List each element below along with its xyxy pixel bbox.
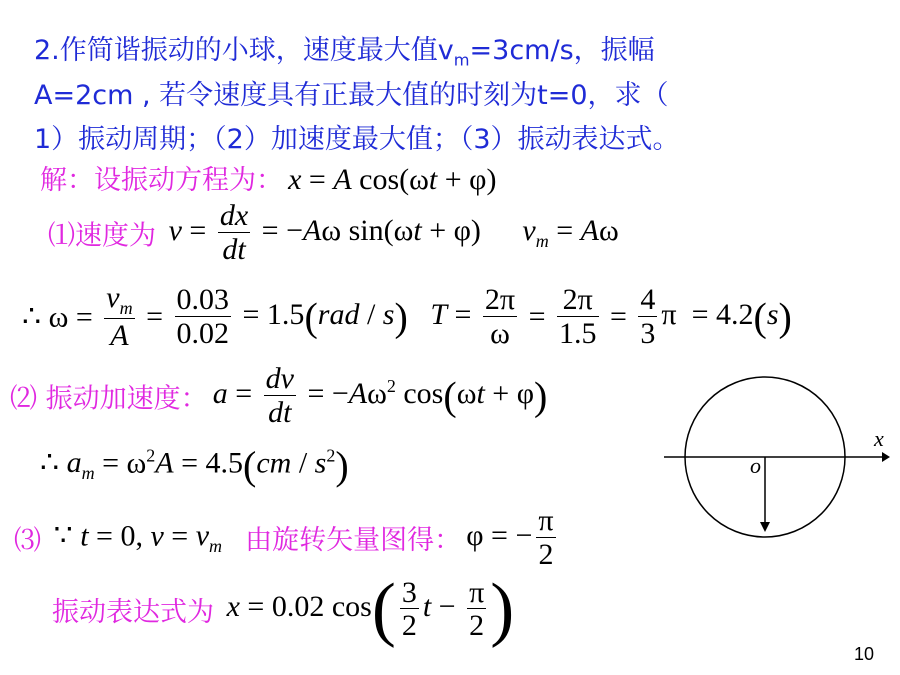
vector-arrowhead — [760, 522, 770, 532]
step2-label: ⑵ 振动加速度： — [10, 383, 208, 415]
final-equation: x = 0.02 cos( $\frac{3}{2}$ t − $\frac{\pi}{2}$ ) — [226, 569, 515, 649]
problem-line-2: A=2cm , 若令速度具有正最大值的时刻为t=0，求（ — [34, 80, 669, 111]
x-axis-label: x — [874, 426, 884, 451]
problem-line-1: 2.作简谐振动的小球，速度最大值$v_m=3cm/s$，振幅 — [34, 35, 655, 70]
step2-acceleration — [10, 363, 547, 429]
acceleration-equation: a = $\frac{dv}{dt}$ = $-A\omega^2$ cos(ωt + φ) — [212, 362, 548, 429]
acceleration-max-equation: ∴ $a_m = \omega^2A = 4.5(cm / s^2)$ — [40, 443, 349, 488]
velocity-max-equation: $v_m = A\omega$ — [522, 213, 619, 251]
solution-intro-label: 解：设振动方程为： — [40, 165, 283, 196]
phase-equation: φ = − $\frac{\pi}{2}$ — [466, 504, 554, 571]
step1-velocity — [48, 200, 619, 266]
step1-label: ⑴速度为 — [48, 220, 156, 252]
rotating-vector-diagram — [660, 370, 890, 560]
step3-text: 由旋转矢量图得： — [245, 525, 462, 557]
step3-label: ⑶ — [14, 525, 41, 557]
initial-condition: ∵ t = 0, $v = v_m$ — [46, 519, 223, 557]
velocity-equation: v = $\frac{dx}{dt}$ = −Aω sin(ωt + φ) — [168, 199, 489, 266]
omega-and-period-equation: ∴ ω = $\frac{v_m}{A}$ = $\frac{0.03}{0.02}$ = 1.5(rad / s) T = $\frac{2\pi}{\omega}$ = $\frac{2\pi}{1.5}$ = $\frac{4}{3}$ π = 4.2(s) — [22, 281, 792, 352]
problem-line-3: 1）振动周期；（2）加速度最大值；（3）振动表达式。 — [34, 124, 680, 155]
step3-phase — [14, 505, 560, 571]
x-axis-arrowhead — [882, 452, 890, 462]
final-label: 振动表达式为 — [52, 597, 214, 628]
final-expression — [52, 568, 514, 651]
solution-intro — [40, 158, 496, 197]
equation-motion: x = A cos(ωt + φ) — [288, 163, 497, 196]
page-number: 10 — [853, 644, 874, 664]
origin-label: o — [750, 453, 761, 478]
